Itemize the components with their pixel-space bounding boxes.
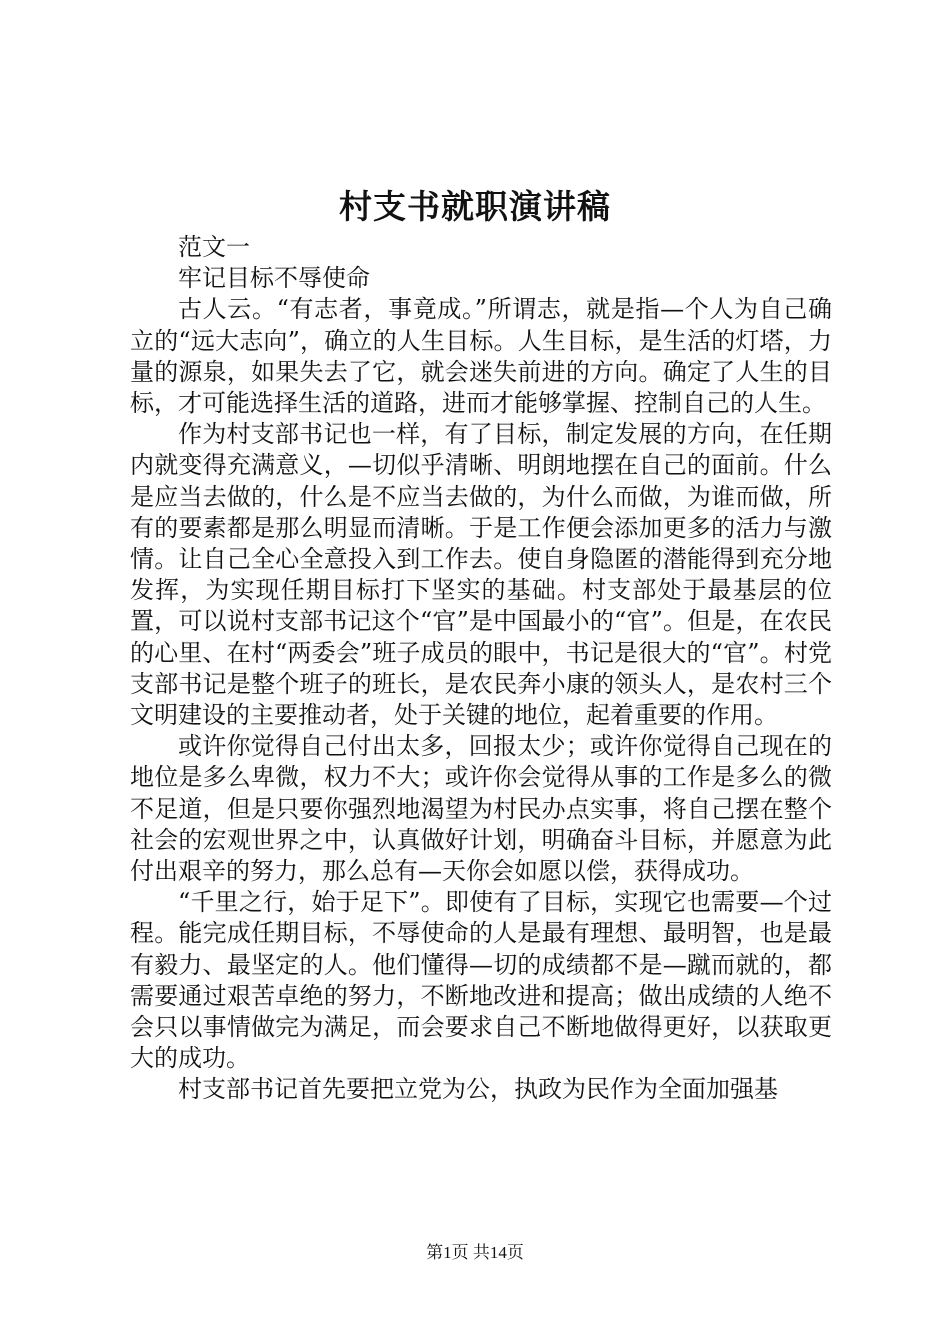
paragraph: 古人云。“有志者，事竟成。”所谓志，就是指—个人为自己确立的“远大志向”，确立的人生目标。人生目标，是生活的灯塔，力量的源泉，如果失去了它，就会迷失前进的方向。确定了人生的目标，才可能选择生活的道路，进而才能够掌握、控制自己的人生。: [130, 295, 832, 418]
paragraph-subtitle: 牢记目标不辱使命: [178, 264, 370, 293]
paragraph: “千里之行，始于足下”。即使有了目标，实现它也需要—个过程。能完成任期目标，不辱使命的人是最有理想、最明智，也是最有毅力、最坚定的人。他们懂得—切的成绩都不是—蹴而就的，都需要通过艰苦卓绝的努力，不断地改进和提高；做出成绩的人绝不会只以事情做完为满足，而会要求自己不断地做得更好，以获取更大的成功。: [130, 888, 832, 1073]
document-body: [130, 232, 832, 1106]
paragraph: 作为村支部书记也一样，有了目标，制定发展的方向，在任期内就变得充满意义，—切似乎清晰、明朗地摆在自己的面前。什么是应当去做的，什么是不应当去做的，为什么而做，为谁而做，所有的要素都是那么明显而清晰。于是工作便会添加更多的活力与激情。让自己全心全意投入到工作去。使自身隐匿的潜能得到充分地发挥，为实现任期目标打下坚实的基础。村支部处于最基层的位置，可以说村支部书记这个“官”是中国最小的“官”。但是，在农民的心里、在村“两委会”班子成员的眼中，书记是很大的“官”。村党支部书记是整个班子的班长，是农民奔小康的领头人，是农村三个文明建设的主要推动者，处于关键的地位，起着重要的作用。: [130, 420, 832, 730]
paragraph: 村支部书记首先要把立党为公，执政为民作为全面加强基: [178, 1075, 778, 1104]
document-title: 村支书就职演讲稿: [339, 187, 611, 226]
page-number-footer: 第1页 共14页: [426, 1243, 524, 1262]
paragraph-section-label: 范文一: [178, 233, 250, 261]
paragraph: 或许你觉得自己付出太多，回报太少；或许你觉得自己现在的地位是多么卑微，权力不大；或许你会觉得从事的工作是多么的微不足道，但是只要你强烈地渴望为村民办点实事，将自己摆在整个社会的宏观世界之中，认真做好计划，明确奋斗目标，并愿意为此付出艰辛的努力，那么总有—天你会如愿以偿，获得成功。: [130, 732, 832, 886]
